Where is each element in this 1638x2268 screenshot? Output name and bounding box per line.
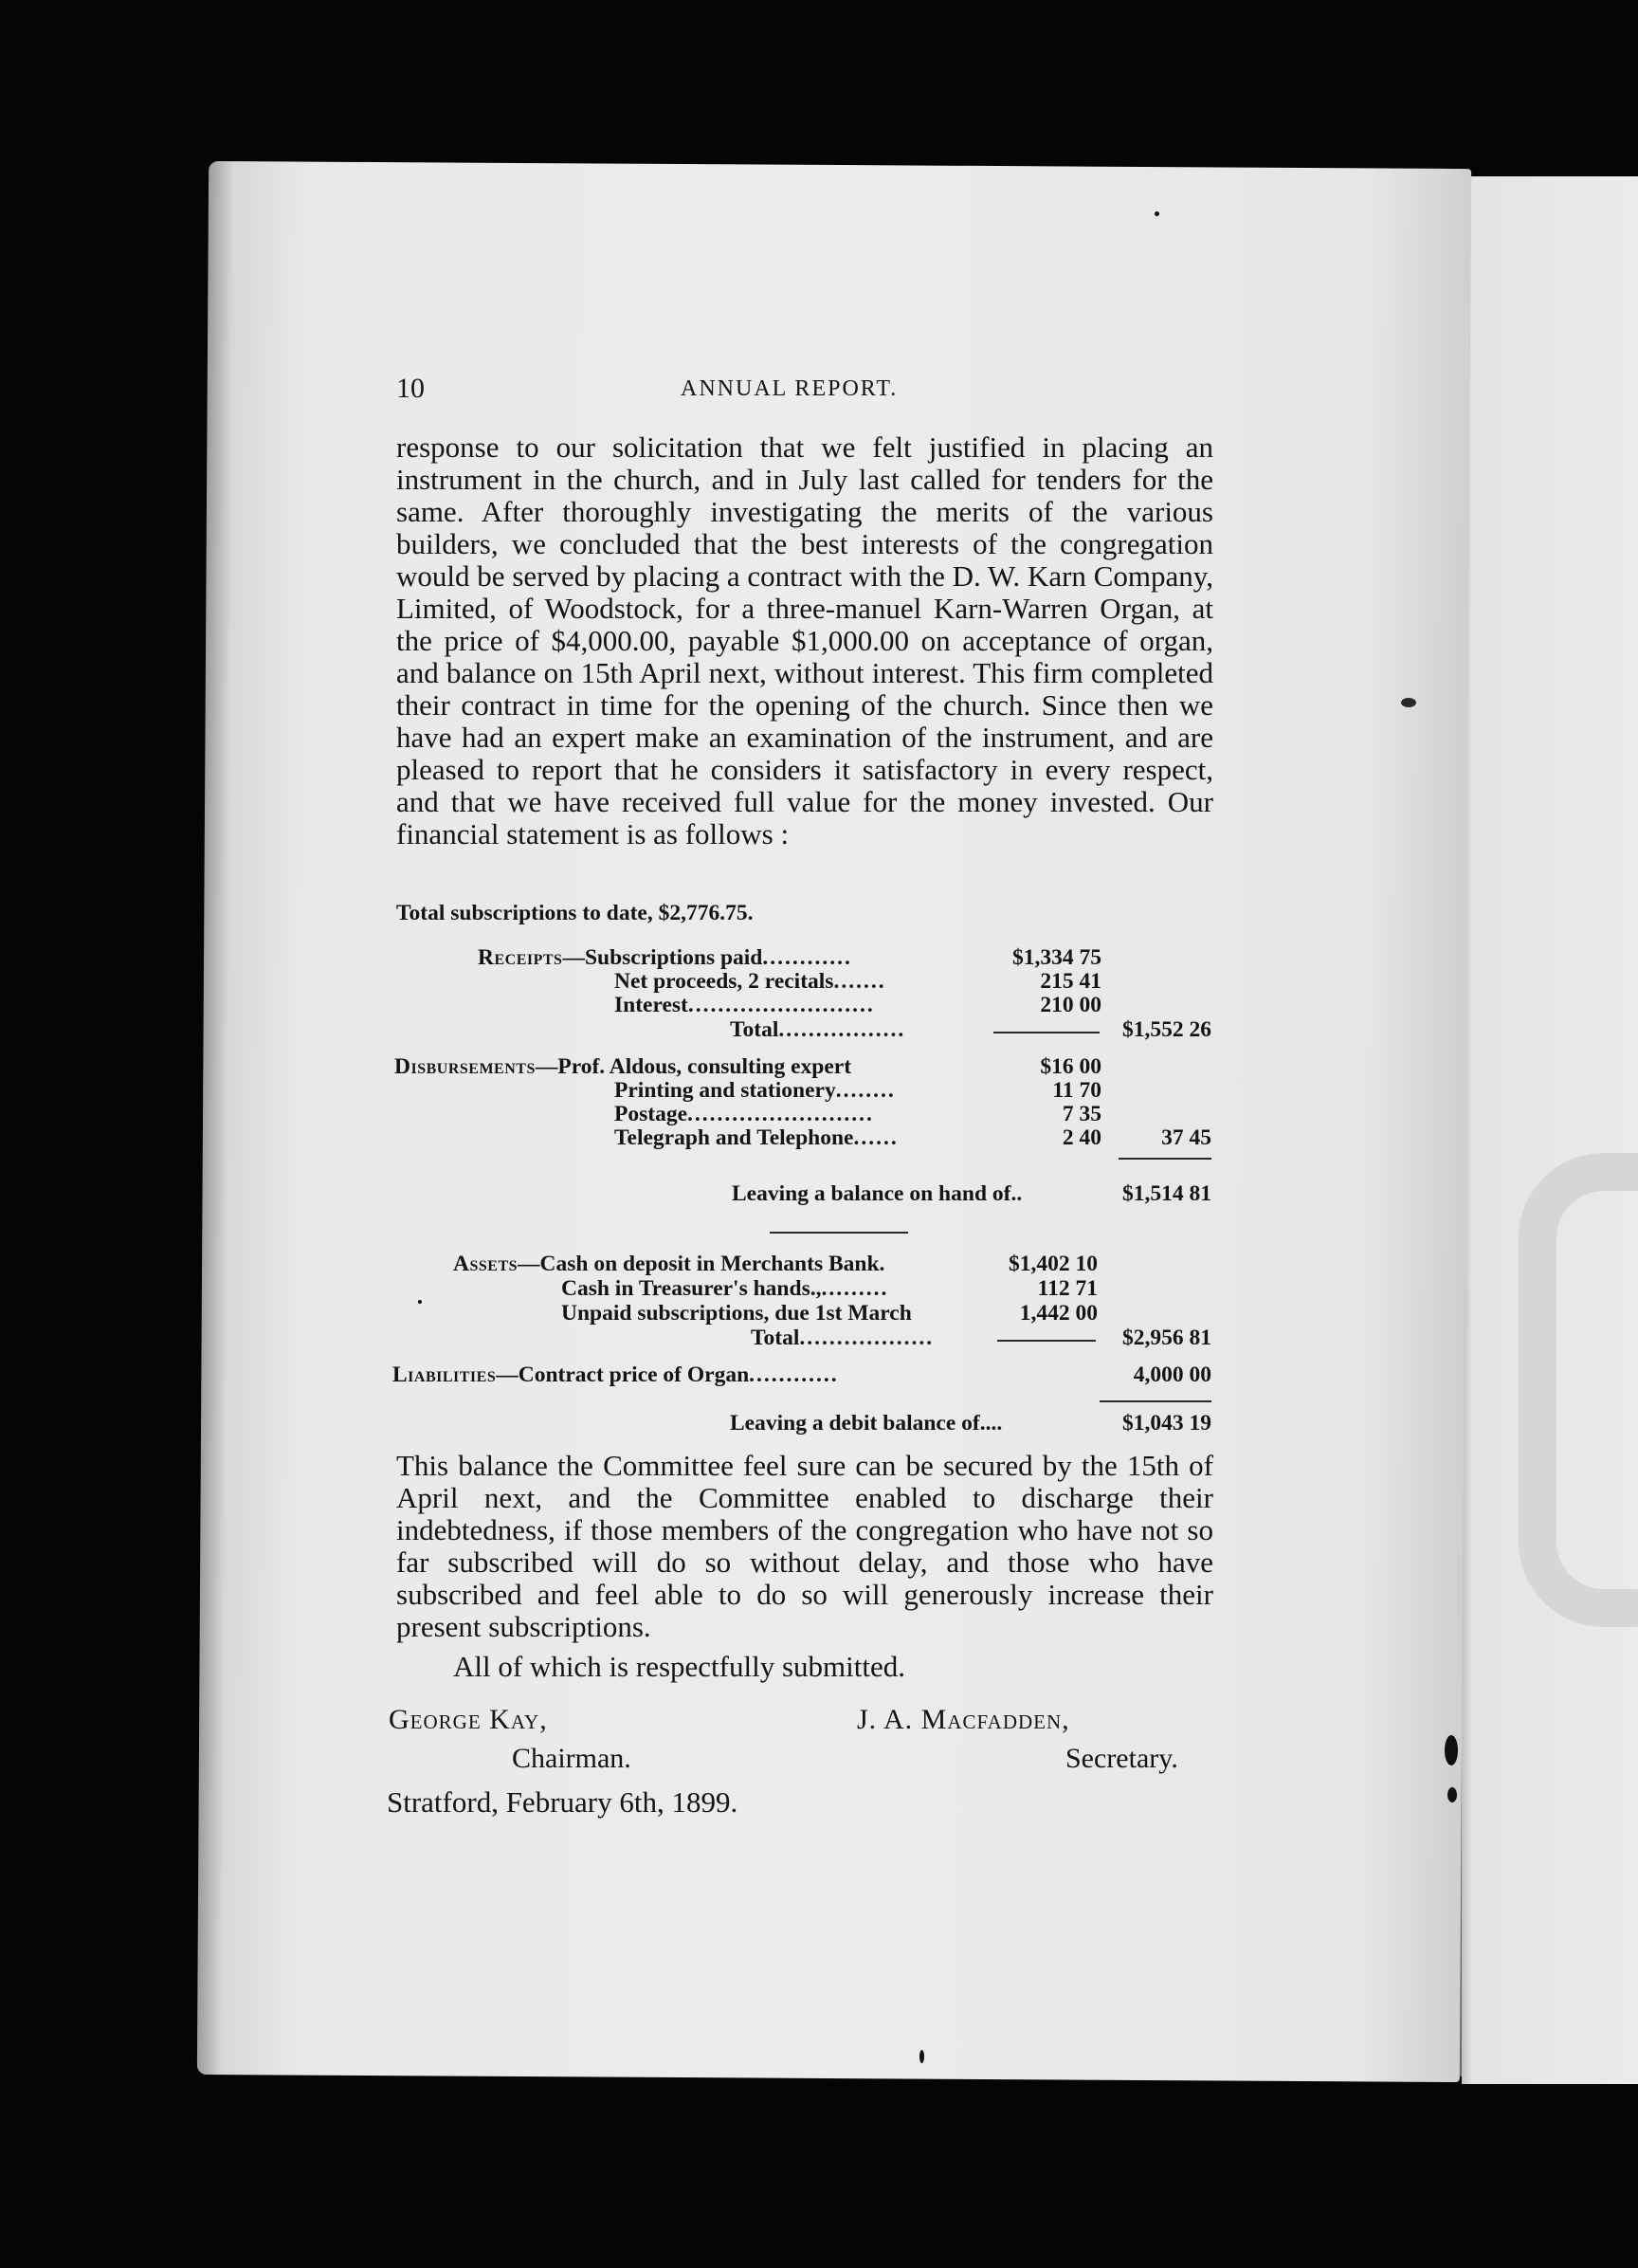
receipt-amount: $1,334 75 (1012, 945, 1101, 970)
assets-total-row (751, 1326, 934, 1351)
page-number: 10 (396, 373, 425, 404)
report-paragraph-2: This balance the Committee feel sure can be secured by the 15th of April next, and the Committee enabled to discharge their indebtedness, if those members of the congregation who have not so far subscribed will do so without delay, and those who have subscribed and feel able to do so will generously increase their present subscriptions. (396, 1449, 1213, 1643)
leader-dots: ........ (835, 1078, 896, 1103)
sum-rule (1119, 1158, 1211, 1160)
receipts-total-amount: $1,552 26 (1122, 1017, 1211, 1042)
receipts-row-2 (614, 969, 886, 995)
signature-role-secretary: Secretary. (1065, 1743, 1178, 1774)
leader-dots: ......................... (687, 993, 875, 1017)
disbursement-amount: 11 70 (1052, 1078, 1101, 1103)
disbursement-label: Prof. Aldous, consulting expert (557, 1054, 852, 1079)
asset-amount: 1,442 00 (1019, 1301, 1098, 1326)
balance-on-hand-label: Leaving a balance on hand of.. (732, 1181, 1023, 1206)
scan-speck (1447, 1787, 1457, 1802)
em-dash: — (535, 1054, 558, 1079)
debit-balance-label: Leaving a debit balance of.... (730, 1411, 1003, 1436)
receipts-total-row (730, 1017, 905, 1043)
leader-dots: ......... (821, 1276, 889, 1301)
receipt-amount: 210 00 (1040, 993, 1101, 1017)
leader-dots: .................. (799, 1326, 935, 1350)
disbursements-total-amount: 37 45 (1161, 1125, 1211, 1150)
scan-speck (1155, 211, 1159, 216)
assets-row-3 (561, 1301, 912, 1326)
leader-dots: ............ (762, 945, 852, 970)
em-dash: — (518, 1252, 540, 1276)
disbursement-amount: 7 35 (1062, 1102, 1101, 1126)
signature-name-secretary: J. A. Macfadden, (857, 1704, 1070, 1735)
assets-heading: Assets (453, 1252, 519, 1276)
receipts-row-1 (478, 945, 852, 971)
liability-label: Contract price of Organ (518, 1363, 750, 1387)
asset-label: Unpaid subscriptions, due 1st March (561, 1301, 912, 1326)
scan-speck (1445, 1735, 1458, 1765)
closing-line: All of which is respectfully submitted. (453, 1650, 905, 1683)
disbursements-row-2 (614, 1078, 896, 1104)
em-dash: — (562, 945, 585, 970)
leader-dots: ...... (853, 1125, 899, 1150)
assets-total-amount: $2,956 81 (1122, 1326, 1211, 1350)
disbursements-heading: Disbursements (394, 1054, 536, 1079)
receipt-label: Net proceeds, 2 recitals (614, 969, 834, 994)
liability-amount: 4,000 00 (1133, 1363, 1211, 1387)
disbursements-row-1 (394, 1054, 851, 1080)
disbursement-label: Telegraph and Telephone (614, 1125, 854, 1150)
em-dash: — (496, 1363, 519, 1387)
receipt-label: Subscriptions paid (584, 945, 763, 970)
total-label: Total (730, 1017, 779, 1042)
dateline: Stratford, February 6th, 1899. (387, 1785, 738, 1819)
liabilities-row (392, 1363, 839, 1388)
asset-label: Cash on deposit in Merchants Bank. (539, 1252, 885, 1276)
running-title: ANNUAL REPORT. (681, 376, 899, 401)
disbursement-label: Printing and stationery (614, 1078, 836, 1103)
total-label: Total (751, 1326, 800, 1350)
scan-speck (1401, 698, 1416, 707)
total-subscriptions-line: Total subscriptions to date, $2,776.75. (396, 901, 754, 925)
scan-speck (919, 2050, 924, 2063)
asset-label: Cash in Treasurer's hands., (561, 1276, 822, 1301)
asset-amount: $1,402 10 (1009, 1252, 1098, 1276)
leader-dots: ............ (749, 1363, 839, 1387)
disbursement-label: Postage (614, 1102, 688, 1126)
assets-row-1 (453, 1252, 884, 1277)
signature-name-chairman: George Kay, (389, 1704, 548, 1735)
debit-balance-amount: $1,043 19 (1122, 1411, 1211, 1436)
disbursement-amount: $16 00 (1040, 1054, 1101, 1079)
disbursement-amount: 2 40 (1062, 1125, 1101, 1150)
disbursements-row-3 (614, 1102, 874, 1127)
receipt-amount: 215 41 (1040, 969, 1101, 994)
receipt-label: Interest (614, 993, 688, 1017)
receipts-heading: Receipts (478, 945, 563, 970)
scan-speck (418, 1300, 422, 1304)
report-paragraph-1: response to our solicitation that we felt justified in placing an instrument in the church, and in July last called for tenders for the same. After thoroughly investigating the merits of the various builders, we concluded that the best interests of the congregation would be served by placing a contract with the D. W. Karn Company, Limited, of Woodstock, for a three-manuel Karn-Warren Organ, at the price of $4,000.00, payable $1,000.00 on acceptance of organ, and balance on 15th April next, without interest. This firm completed their contract in time for the opening of the church. Since then we have had an expert make an examination of the instrument, and are pleased to report that he considers it satisfactory in every respect, and that we have received full value for the money invested. Our financial statement is as follows : (396, 430, 1213, 850)
disbursements-row-4 (614, 1125, 899, 1151)
sum-rule (1100, 1400, 1211, 1402)
assets-row-2 (561, 1276, 888, 1302)
asset-amount: 112 71 (1037, 1276, 1098, 1301)
signature-role-chairman: Chairman. (512, 1743, 631, 1774)
leader-dots: ................. (778, 1017, 906, 1042)
balance-on-hand-amount: $1,514 81 (1122, 1181, 1211, 1206)
leader-dots: ....... (833, 969, 886, 994)
liabilities-heading: Liabilities (392, 1363, 497, 1387)
section-divider (770, 1232, 908, 1234)
leader-dots: ......................... (687, 1102, 874, 1126)
receipts-row-3 (614, 993, 875, 1018)
running-head (396, 373, 1211, 407)
